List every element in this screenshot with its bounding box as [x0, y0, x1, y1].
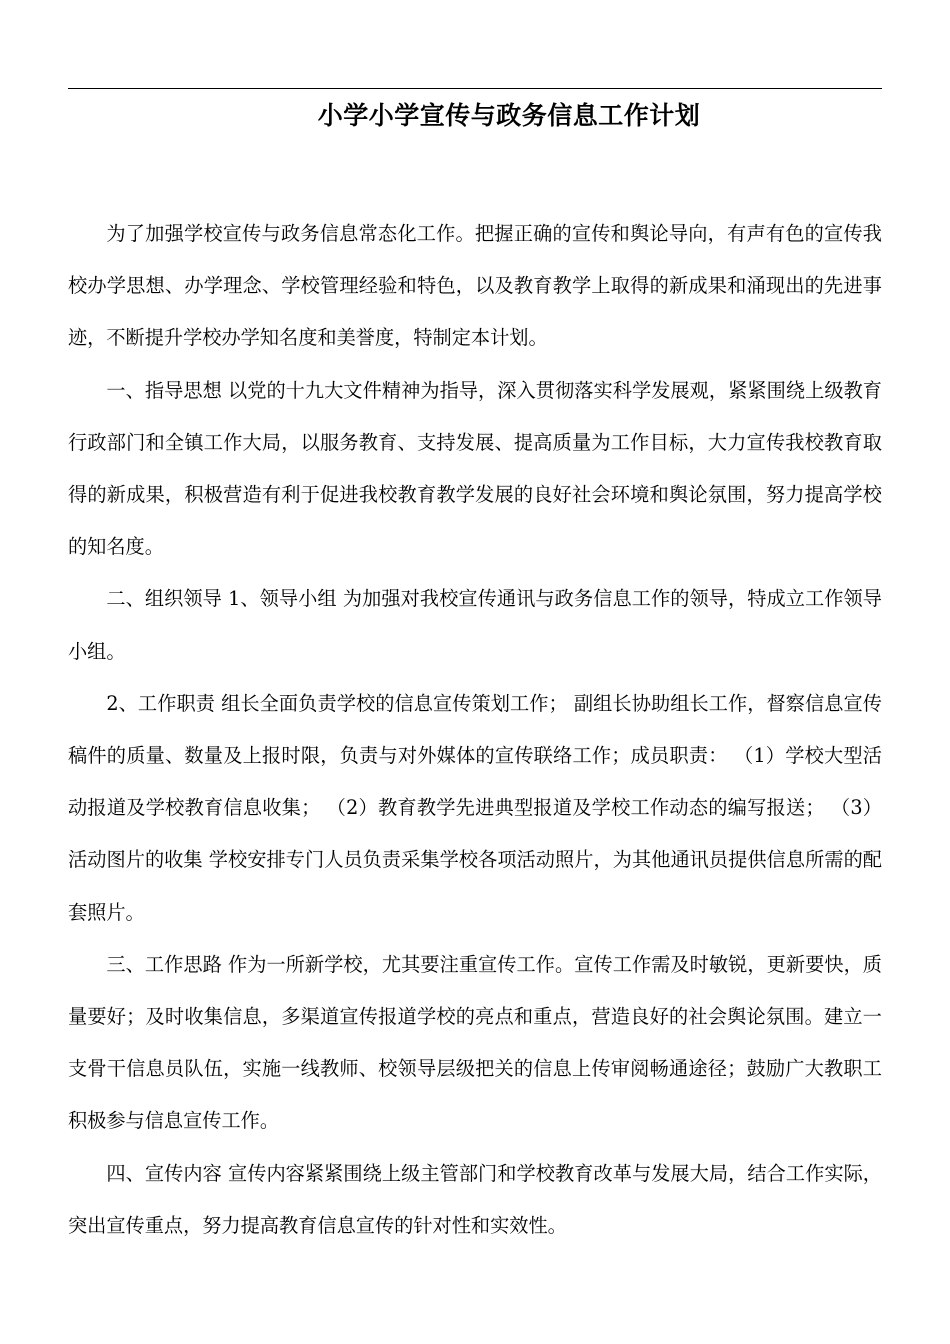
paragraph-guiding-thought: 一、指导思想 以党的十九大文件精神为指导，深入贯彻落实科学发展观，紧紧围绕上级教育行政部门和全镇工作大局，以服务教育、支持发展、提高质量为工作目标，大力宣传我校教育取得的新成果，积极营造有利于促进我校教育教学发展的良好社会环境和舆论氛围，努力提高学校的知名度。 — [68, 378, 882, 559]
header-rule — [68, 88, 882, 89]
document-title: 小学小学宣传与政务信息工作计划 — [317, 101, 701, 130]
document-body — [68, 208, 882, 1252]
paragraph-organization: 二、组织领导 1、领导小组 为加强对我校宣传通讯与政务信息工作的领导，特成立工作领导小组。 — [68, 587, 882, 663]
paragraph-intro: 为了加强学校宣传与政务信息常态化工作。把握正确的宣传和舆论导向，有声有色的宣传我校办学思想、办学理念、学校管理经验和特色，以及教育教学上取得的新成果和涌现出的先进事迹，不断提升学校办学知名度和美誉度，特制定本计划。 — [68, 222, 882, 350]
paragraph-work-approach: 三、工作思路 作为一所新学校，尤其要注重宣传工作。宣传工作需及时敏锐，更新要快，质量要好；及时收集信息，多渠道宣传报道学校的亮点和重点，营造良好的社会舆论氛围。建立一支骨干信息员队伍，实施一线教师、校领导层级把关的信息上传审阅畅通途径；鼓励广大教职工积极参与信息宣传工作。 — [68, 952, 882, 1133]
paragraph-responsibilities: 2、工作职责 组长全面负责学校的信息宣传策划工作； 副组长协助组长工作，督察信息宣传稿件的质量、数量及上报时限，负责与对外媒体的宣传联络工作；成员职责： （1）学校大型活动报道及学校教育信息收集； （2）教育教学先进典型报道及学校工作动态的编写报送； （3）活动图片的收集 学校安排专门人员负责采集学校各项活动照片，为其他通讯员提供信息所需的配套照片。 — [68, 691, 882, 924]
paragraph-publicity-content: 四、宣传内容 宣传内容紧紧围绕上级主管部门和学校教育改革与发展大局，结合工作实际，突出宣传重点，努力提高教育信息宣传的针对性和实效性。 — [68, 1161, 882, 1237]
